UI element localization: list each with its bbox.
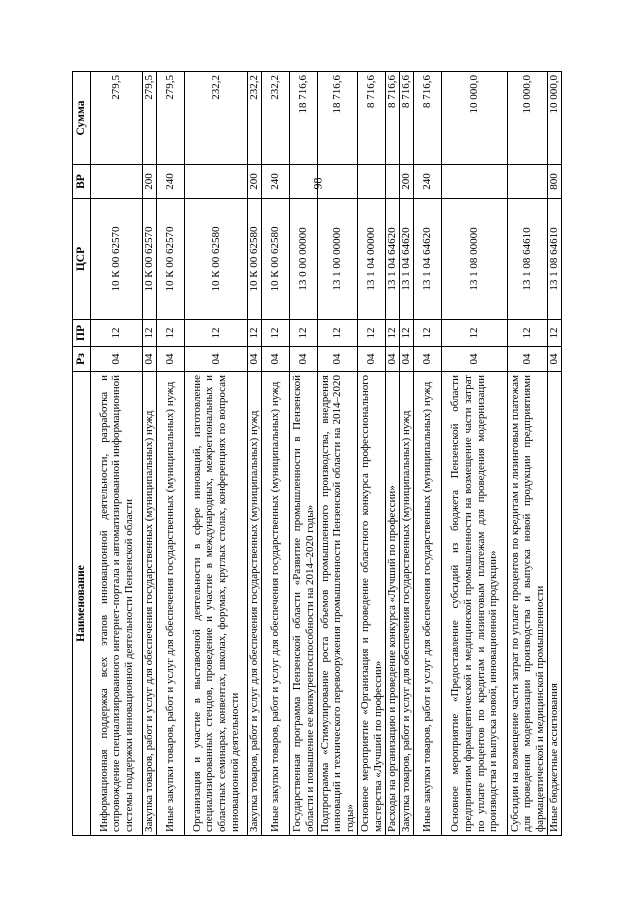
row-rz: 04: [414, 347, 442, 372]
row-pr: 12: [248, 320, 262, 347]
row-vr: 240: [262, 165, 290, 199]
header-vr: ВР: [73, 165, 91, 199]
row-vr: 200: [400, 165, 414, 199]
row-name: Расходы на организацию и проведение конкурса «Лучший по профессии»: [386, 372, 400, 836]
row-name: Основное мероприятие «Организация и проведение областного конкурса профессионального мастерства «Лучший по профессии»: [358, 372, 386, 836]
row-sum: 8 716,6: [400, 72, 414, 165]
row-vr: [185, 165, 248, 199]
row-sum: 18 716,6: [290, 72, 318, 165]
row-rz: 04: [548, 347, 562, 372]
row-name: Информационная поддержка всех этапов инновационной деятельности, разработка и сопровождение специализированного интернет-портала и автоматизированной информационной системы поддержки инновационной деятельности Пензенской области: [91, 372, 143, 836]
table-row: [290, 72, 318, 836]
table-row: [414, 72, 442, 836]
row-rz: 04: [358, 347, 386, 372]
header-pr: ПР: [73, 320, 91, 347]
row-name: Закупка товаров, работ и услуг для обеспечения государственных (муниципальных) нужд: [143, 372, 157, 836]
row-rz: 04: [143, 347, 157, 372]
row-pr: 12: [548, 320, 562, 347]
row-pr: 12: [386, 320, 400, 347]
row-pr: 12: [442, 320, 508, 347]
table-header-row: [73, 72, 91, 836]
row-csr: 10 К 00 62570: [91, 199, 143, 320]
row-sum: 279,5: [143, 72, 157, 165]
row-pr: 12: [400, 320, 414, 347]
row-csr: 13 1 04 00000: [358, 199, 386, 320]
table-row: [400, 72, 414, 836]
row-sum: 8 716,6: [414, 72, 442, 165]
row-pr: 12: [358, 320, 386, 347]
table-row: [508, 72, 548, 836]
row-rz: 04: [400, 347, 414, 372]
header-csr: ЦСР: [73, 199, 91, 320]
row-pr: 12: [91, 320, 143, 347]
header-sum: Сумма: [73, 72, 91, 165]
row-csr: 13 1 08 64610: [508, 199, 548, 320]
row-name: Иные бюджетные ассигнования: [548, 372, 562, 836]
header-name: Наименование: [73, 372, 91, 836]
table-row: [143, 72, 157, 836]
table-row: [185, 72, 248, 836]
rotated-page-content: [72, 72, 567, 836]
row-name: Иные закупки товаров, работ и услуг для обеспечения государственных (муниципальных) нужд: [157, 372, 185, 836]
row-rz: 04: [318, 347, 358, 372]
row-csr: 13 1 04 64620: [386, 199, 400, 320]
table-row: [548, 72, 562, 836]
row-vr: 240: [414, 165, 442, 199]
row-pr: 12: [508, 320, 548, 347]
row-vr: 800: [548, 165, 562, 199]
row-csr: 13 1 08 64610: [548, 199, 562, 320]
row-name: Закупка товаров, работ и услуг для обеспечения государственных (муниципальных) нужд: [400, 372, 414, 836]
row-sum: 8 716,6: [386, 72, 400, 165]
row-csr: 13 1 08 00000: [442, 199, 508, 320]
row-rz: 04: [508, 347, 548, 372]
table-row: [318, 72, 358, 836]
row-csr: 13 1 00 00000: [318, 199, 358, 320]
page-number: 98: [310, 177, 325, 190]
row-name: Закупка товаров, работ и услуг для обеспечения государственных (муниципальных) нужд: [248, 372, 262, 836]
row-name: Иные закупки товаров, работ и услуг для обеспечения государственных (муниципальных) нужд: [262, 372, 290, 836]
row-vr: [318, 165, 358, 199]
row-pr: 12: [318, 320, 358, 347]
row-pr: 12: [143, 320, 157, 347]
row-rz: 04: [290, 347, 318, 372]
row-vr: [442, 165, 508, 199]
row-vr: [386, 165, 400, 199]
row-rz: 04: [91, 347, 143, 372]
table-row: [442, 72, 508, 836]
row-sum: 232,2: [248, 72, 262, 165]
table-row: [248, 72, 262, 836]
row-vr: 200: [248, 165, 262, 199]
table-row: [386, 72, 400, 836]
row-csr: 13 0 00 00000: [290, 199, 318, 320]
row-csr: 10 К 00 62580: [185, 199, 248, 320]
row-name: Подпрограмма «Стимулирование роста объемов промышленного производства, внедрения инноваций и технического перевооружения промышленности Пензенской области на 2014–2020 годы»: [318, 372, 358, 836]
row-pr: 12: [290, 320, 318, 347]
row-pr: 12: [414, 320, 442, 347]
row-pr: 12: [157, 320, 185, 347]
row-sum: 18 716,6: [318, 72, 358, 165]
header-rz: Рз: [73, 347, 91, 372]
row-rz: 04: [262, 347, 290, 372]
row-vr: [508, 165, 548, 199]
row-rz: 04: [248, 347, 262, 372]
row-sum: 10 000,0: [442, 72, 508, 165]
row-sum: 232,2: [262, 72, 290, 165]
row-rz: 04: [185, 347, 248, 372]
row-name: Иные закупки товаров, работ и услуг для обеспечения государственных (муниципальных) нужд: [414, 372, 442, 836]
table-row: [91, 72, 143, 836]
row-vr: 240: [157, 165, 185, 199]
table-row: [358, 72, 386, 836]
row-sum: 10 000,0: [508, 72, 548, 165]
row-name: Государственная программа Пензенской области «Развитие промышленности в Пензенской области и повышение ее конкурентоспособности на 2014–2020 годы»: [290, 372, 318, 836]
row-rz: 04: [157, 347, 185, 372]
row-csr: 10 К 00 62580: [262, 199, 290, 320]
row-name: Организация и участие в выставочной деятельности в сфере инноваций, изготовление специализированных стендов, проведение и участие в международных, межрегиональных и областных семинарах, конвентах, школах, форумах, круглых столах, конференциях по вопросам инновационной деятельности: [185, 372, 248, 836]
row-rz: 04: [442, 347, 508, 372]
row-vr: [358, 165, 386, 199]
row-pr: 12: [185, 320, 248, 347]
row-sum: 8 716,6: [358, 72, 386, 165]
row-csr: 13 1 04 64620: [400, 199, 414, 320]
row-vr: [91, 165, 143, 199]
row-name: Субсидии на возмещение части затрат по уплате процентов по кредитам и лизинговым платежам для проведения модернизации производства и выпуска новой продукции предприятиями фармацевтической и медицинской промышленности: [508, 372, 548, 836]
table-row: [262, 72, 290, 836]
row-vr: 200: [143, 165, 157, 199]
table-row: [157, 72, 185, 836]
row-rz: 04: [386, 347, 400, 372]
row-csr: 13 1 04 64620: [414, 199, 442, 320]
row-sum: 232,2: [185, 72, 248, 165]
row-sum: 279,5: [157, 72, 185, 165]
budget-table: [72, 71, 562, 836]
row-csr: 10 К 00 62570: [157, 199, 185, 320]
row-sum: 10 000,0: [548, 72, 562, 165]
row-csr: 10 К 00 62570: [143, 199, 157, 320]
row-csr: 10 К 00 62580: [248, 199, 262, 320]
row-name: Основное мероприятие «Предоставление субсидий из бюджета Пензенской области предприятиям фармацевтической и медицинской промышленности на возмещение части затрат по уплате процентов по кредитам и лизинговым платежам для проведения модернизации производства и выпуска новой, инновационной продукции»: [442, 372, 508, 836]
row-pr: 12: [262, 320, 290, 347]
row-sum: 279,5: [91, 72, 143, 165]
row-vr: [290, 165, 318, 199]
